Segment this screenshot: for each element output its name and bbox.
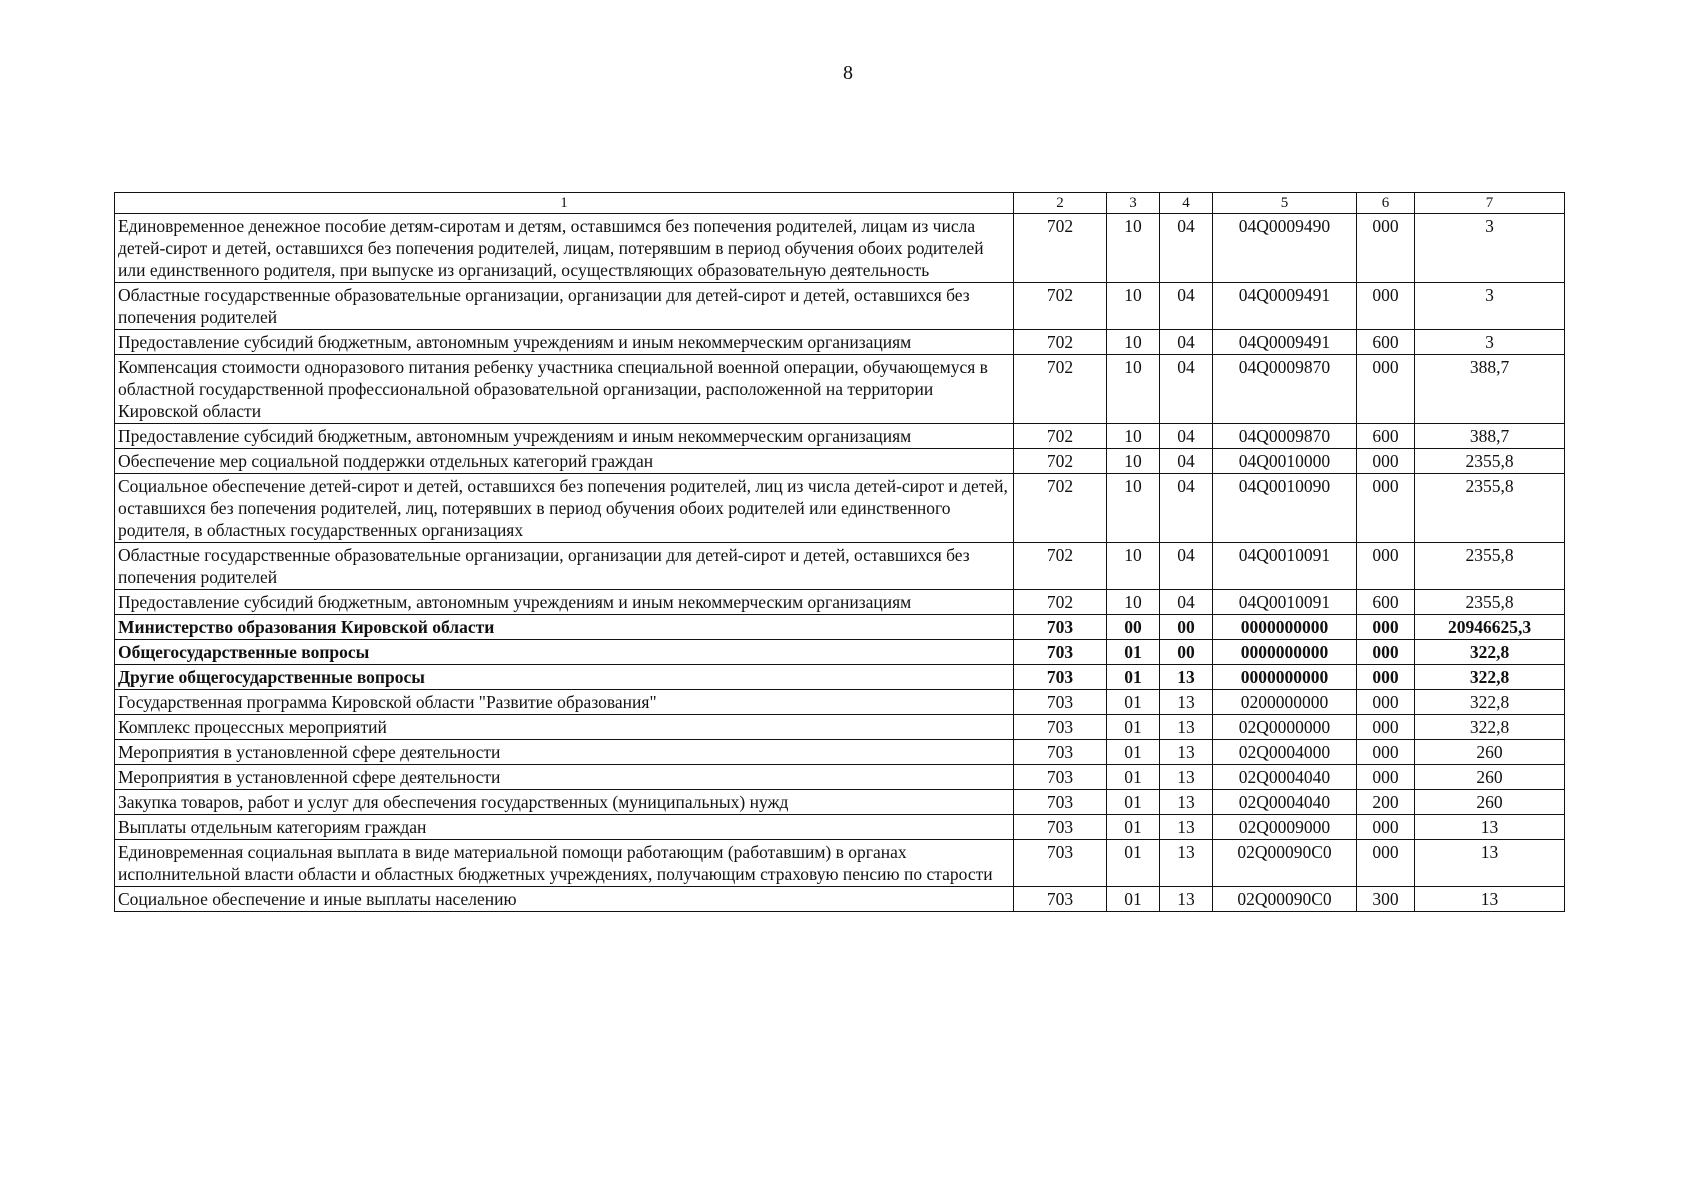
section-cell: 01 (1107, 790, 1160, 815)
table-row (115, 615, 1565, 640)
amount-cell: 322,8 (1415, 665, 1565, 690)
expense-type-cell: 300 (1357, 887, 1415, 912)
amount-cell: 322,8 (1415, 640, 1565, 665)
target-article-cell: 0000000000 (1213, 615, 1357, 640)
row-name-cell: Единовременное денежное пособие детям-сиротам и детям, оставшимся без попечения родителей, лицам из числа детей-сирот и детей, оставшихся без попечения родителей, лицам, потерявшим в период обучения обоих родителей или единственного родителя, при выпуске из организаций, осуществляющих образовательную деятельность (115, 214, 1014, 283)
expense-type-cell: 000 (1357, 355, 1415, 424)
expense-type-cell: 000 (1357, 840, 1415, 887)
subsection-cell: 04 (1160, 474, 1213, 543)
target-article-cell: 04Q0010091 (1213, 543, 1357, 590)
amount-cell: 388,7 (1415, 424, 1565, 449)
target-article-cell: 02Q00090C0 (1213, 840, 1357, 887)
amount-cell: 260 (1415, 740, 1565, 765)
table-row (115, 690, 1565, 715)
subsection-cell: 04 (1160, 330, 1213, 355)
amount-cell: 13 (1415, 887, 1565, 912)
row-name-cell: Государственная программа Кировской области "Развитие образования" (115, 690, 1014, 715)
ministry-code-cell: 702 (1014, 330, 1107, 355)
subsection-cell: 13 (1160, 740, 1213, 765)
ministry-code-cell: 703 (1014, 690, 1107, 715)
subsection-cell: 13 (1160, 815, 1213, 840)
row-name-cell: Единовременная социальная выплата в виде материальной помощи работающим (работавшим) в органах исполнительной власти области и областных бюджетных учреждениях, получающим страховую пенсию по старости (115, 840, 1014, 887)
row-name-cell: Другие общегосударственные вопросы (115, 665, 1014, 690)
row-name-cell: Комплекс процессных мероприятий (115, 715, 1014, 740)
section-cell: 10 (1107, 330, 1160, 355)
table-row (115, 715, 1565, 740)
target-article-cell: 04Q0010090 (1213, 474, 1357, 543)
subsection-cell: 13 (1160, 715, 1213, 740)
ministry-code-cell: 702 (1014, 543, 1107, 590)
amount-cell: 2355,8 (1415, 449, 1565, 474)
ministry-code-cell: 703 (1014, 840, 1107, 887)
row-name-cell: Выплаты отдельным категориям граждан (115, 815, 1014, 840)
subsection-cell: 13 (1160, 840, 1213, 887)
target-article-cell: 02Q0004040 (1213, 765, 1357, 790)
ministry-code-cell: 702 (1014, 590, 1107, 615)
table-row (115, 214, 1565, 283)
expense-type-cell: 000 (1357, 543, 1415, 590)
row-name-cell: Социальное обеспечение детей-сирот и детей, оставшихся без попечения родителей, лиц из числа детей-сирот и детей, оставшихся без попечения родителей, лиц, потерявших в период обучения обоих родителей или единственного родителя, в областных государственных организациях (115, 474, 1014, 543)
row-name-cell: Предоставление субсидий бюджетным, автономным учреждениям и иным некоммерческим организациям (115, 590, 1014, 615)
column-header: 2 (1014, 193, 1107, 214)
subsection-cell: 04 (1160, 590, 1213, 615)
amount-cell: 2355,8 (1415, 474, 1565, 543)
section-cell: 10 (1107, 355, 1160, 424)
amount-cell: 2355,8 (1415, 543, 1565, 590)
amount-cell: 260 (1415, 765, 1565, 790)
section-cell: 00 (1107, 615, 1160, 640)
target-article-cell: 04Q0009491 (1213, 330, 1357, 355)
subsection-cell: 04 (1160, 214, 1213, 283)
expense-type-cell: 000 (1357, 214, 1415, 283)
column-header: 6 (1357, 193, 1415, 214)
subsection-cell: 13 (1160, 765, 1213, 790)
amount-cell: 260 (1415, 790, 1565, 815)
expense-type-cell: 000 (1357, 690, 1415, 715)
subsection-cell: 04 (1160, 449, 1213, 474)
amount-cell: 322,8 (1415, 690, 1565, 715)
amount-cell: 13 (1415, 840, 1565, 887)
section-cell: 01 (1107, 640, 1160, 665)
subsection-cell: 13 (1160, 887, 1213, 912)
section-cell: 01 (1107, 690, 1160, 715)
expense-type-cell: 600 (1357, 424, 1415, 449)
column-header: 5 (1213, 193, 1357, 214)
section-cell: 10 (1107, 590, 1160, 615)
column-header: 7 (1415, 193, 1565, 214)
expense-type-cell: 600 (1357, 590, 1415, 615)
table-row (115, 840, 1565, 887)
subsection-cell: 13 (1160, 665, 1213, 690)
amount-cell: 3 (1415, 283, 1565, 330)
target-article-cell: 02Q00090C0 (1213, 887, 1357, 912)
table-header-row (115, 193, 1565, 214)
expense-type-cell: 200 (1357, 790, 1415, 815)
row-name-cell: Областные государственные образовательные организации, организации для детей-сирот и детей, оставшихся без попечения родителей (115, 543, 1014, 590)
expense-type-cell: 000 (1357, 615, 1415, 640)
subsection-cell: 04 (1160, 543, 1213, 590)
section-cell: 01 (1107, 840, 1160, 887)
row-name-cell: Компенсация стоимости одноразового питания ребенку участника специальной военной операции, обучающемуся в областной государственной профессиональной образовательной организации, расположенной на территории Кировской области (115, 355, 1014, 424)
ministry-code-cell: 702 (1014, 214, 1107, 283)
target-article-cell: 02Q0004000 (1213, 740, 1357, 765)
expense-type-cell: 000 (1357, 474, 1415, 543)
section-cell: 01 (1107, 815, 1160, 840)
ministry-code-cell: 703 (1014, 815, 1107, 840)
table-row (115, 474, 1565, 543)
amount-cell: 322,8 (1415, 715, 1565, 740)
section-cell: 01 (1107, 765, 1160, 790)
subsection-cell: 04 (1160, 424, 1213, 449)
table-row (115, 449, 1565, 474)
ministry-code-cell: 703 (1014, 640, 1107, 665)
ministry-code-cell: 703 (1014, 715, 1107, 740)
section-cell: 10 (1107, 449, 1160, 474)
table-row (115, 543, 1565, 590)
section-cell: 01 (1107, 665, 1160, 690)
target-article-cell: 0000000000 (1213, 640, 1357, 665)
ministry-code-cell: 703 (1014, 790, 1107, 815)
row-name-cell: Министерство образования Кировской области (115, 615, 1014, 640)
table-row (115, 355, 1565, 424)
table-row (115, 665, 1565, 690)
row-name-cell: Общегосударственные вопросы (115, 640, 1014, 665)
expense-type-cell: 000 (1357, 765, 1415, 790)
ministry-code-cell: 703 (1014, 740, 1107, 765)
target-article-cell: 02Q0009000 (1213, 815, 1357, 840)
subsection-cell: 13 (1160, 790, 1213, 815)
ministry-code-cell: 703 (1014, 765, 1107, 790)
ministry-code-cell: 703 (1014, 887, 1107, 912)
expense-type-cell: 000 (1357, 740, 1415, 765)
row-name-cell: Закупка товаров, работ и услуг для обеспечения государственных (муниципальных) нужд (115, 790, 1014, 815)
column-header: 3 (1107, 193, 1160, 214)
ministry-code-cell: 703 (1014, 615, 1107, 640)
target-article-cell: 04Q0009490 (1213, 214, 1357, 283)
table-row (115, 330, 1565, 355)
table-row (115, 887, 1565, 912)
section-cell: 01 (1107, 740, 1160, 765)
budget-table (114, 192, 1565, 912)
row-name-cell: Областные государственные образовательные организации, организации для детей-сирот и детей, оставшихся без попечения родителей (115, 283, 1014, 330)
target-article-cell: 0000000000 (1213, 665, 1357, 690)
row-name-cell: Предоставление субсидий бюджетным, автономным учреждениям и иным некоммерческим организациям (115, 330, 1014, 355)
table-row (115, 640, 1565, 665)
row-name-cell: Обеспечение мер социальной поддержки отдельных категорий граждан (115, 449, 1014, 474)
row-name-cell: Мероприятия в установленной сфере деятельности (115, 740, 1014, 765)
ministry-code-cell: 702 (1014, 474, 1107, 543)
amount-cell: 20946625,3 (1415, 615, 1565, 640)
section-cell: 10 (1107, 283, 1160, 330)
ministry-code-cell: 702 (1014, 283, 1107, 330)
subsection-cell: 04 (1160, 283, 1213, 330)
table-row (115, 283, 1565, 330)
subsection-cell: 04 (1160, 355, 1213, 424)
table-row (115, 790, 1565, 815)
amount-cell: 388,7 (1415, 355, 1565, 424)
target-article-cell: 04Q0010000 (1213, 449, 1357, 474)
target-article-cell: 04Q0010091 (1213, 590, 1357, 615)
subsection-cell: 00 (1160, 615, 1213, 640)
table-body (115, 214, 1565, 912)
section-cell: 10 (1107, 214, 1160, 283)
expense-type-cell: 000 (1357, 640, 1415, 665)
target-article-cell: 04Q0009870 (1213, 424, 1357, 449)
ministry-code-cell: 703 (1014, 665, 1107, 690)
amount-cell: 13 (1415, 815, 1565, 840)
target-article-cell: 04Q0009870 (1213, 355, 1357, 424)
column-header: 1 (115, 193, 1014, 214)
ministry-code-cell: 702 (1014, 424, 1107, 449)
subsection-cell: 13 (1160, 690, 1213, 715)
amount-cell: 3 (1415, 330, 1565, 355)
column-header: 4 (1160, 193, 1213, 214)
row-name-cell: Предоставление субсидий бюджетным, автономным учреждениям и иным некоммерческим организациям (115, 424, 1014, 449)
ministry-code-cell: 702 (1014, 355, 1107, 424)
table-row (115, 765, 1565, 790)
subsection-cell: 00 (1160, 640, 1213, 665)
row-name-cell: Социальное обеспечение и иные выплаты населению (115, 887, 1014, 912)
expense-type-cell: 000 (1357, 715, 1415, 740)
section-cell: 01 (1107, 715, 1160, 740)
ministry-code-cell: 702 (1014, 449, 1107, 474)
table-row (115, 590, 1565, 615)
expense-type-cell: 000 (1357, 665, 1415, 690)
table-row (115, 740, 1565, 765)
table-row (115, 815, 1565, 840)
table-row (115, 424, 1565, 449)
target-article-cell: 04Q0009491 (1213, 283, 1357, 330)
section-cell: 01 (1107, 887, 1160, 912)
expense-type-cell: 600 (1357, 330, 1415, 355)
expense-type-cell: 000 (1357, 815, 1415, 840)
target-article-cell: 02Q0004040 (1213, 790, 1357, 815)
target-article-cell: 02Q0000000 (1213, 715, 1357, 740)
expense-type-cell: 000 (1357, 449, 1415, 474)
amount-cell: 2355,8 (1415, 590, 1565, 615)
amount-cell: 3 (1415, 214, 1565, 283)
section-cell: 10 (1107, 424, 1160, 449)
target-article-cell: 0200000000 (1213, 690, 1357, 715)
page-number: 8 (843, 62, 853, 84)
section-cell: 10 (1107, 474, 1160, 543)
section-cell: 10 (1107, 543, 1160, 590)
row-name-cell: Мероприятия в установленной сфере деятельности (115, 765, 1014, 790)
expense-type-cell: 000 (1357, 283, 1415, 330)
